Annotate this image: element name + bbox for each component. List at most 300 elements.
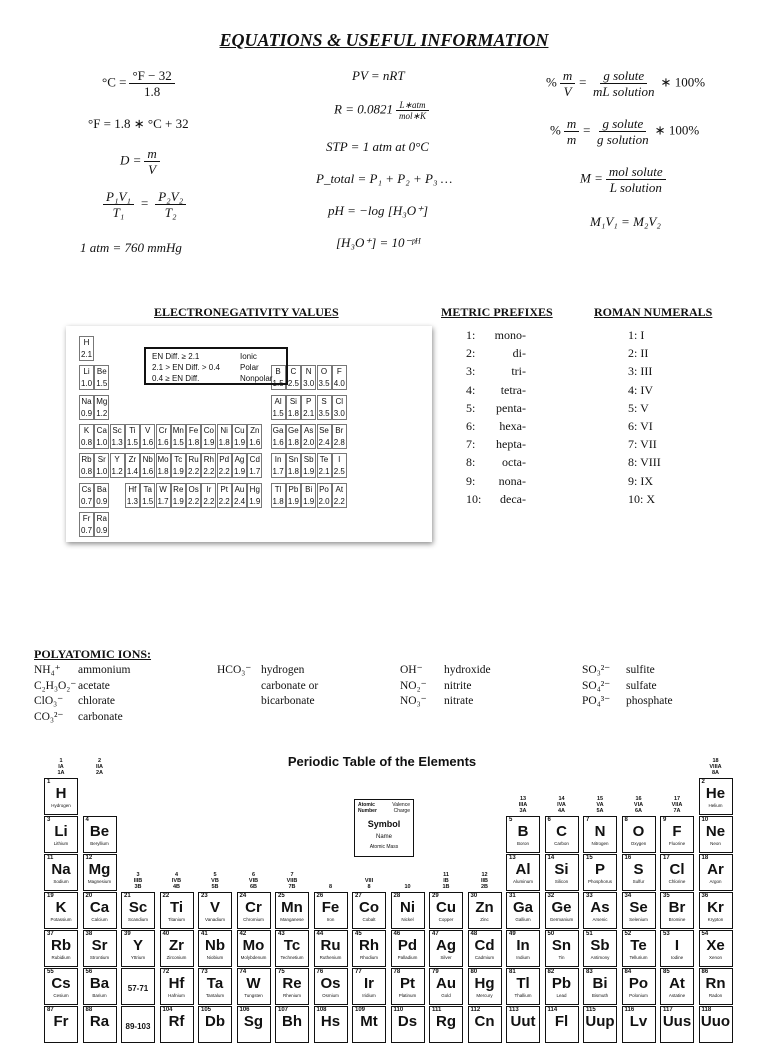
element-symbol: Tl [516, 975, 530, 992]
element-name: Beryllium [90, 841, 109, 846]
prefix-number: 5: [466, 400, 476, 415]
element-se [622, 892, 656, 929]
en-symbol: Mg [96, 396, 108, 406]
group-label [545, 796, 579, 814]
element-te [622, 930, 656, 967]
en-cell-ni [217, 424, 232, 449]
group-label-line: VIIB [286, 878, 298, 884]
en-cell-os [186, 483, 201, 508]
group-label [275, 872, 309, 890]
element-cr [237, 892, 271, 929]
element-number: 48 [470, 931, 478, 937]
mv-solute: g solute [600, 68, 647, 84]
element-number: 88 [85, 1007, 93, 1013]
element-name: Oxygen [630, 841, 647, 846]
en-value: 1.4 [126, 467, 138, 477]
en-value: 1.6 [142, 467, 154, 477]
element-number: 5 [509, 817, 513, 823]
group-label-line: 8 [367, 884, 371, 890]
group-label-line: 7B [288, 884, 296, 890]
ion-formula: SO₃²⁻ [582, 664, 611, 676]
density-numerator: m [144, 146, 159, 162]
mm-tail: ∗ 100% [654, 122, 700, 138]
group-label-line: IVB [171, 878, 182, 884]
element-fe [314, 892, 348, 929]
ph-equation: pH = −log [H₃O⁺] [328, 203, 429, 218]
element-symbol: Bi [592, 975, 608, 992]
element-number: 25 [278, 893, 285, 899]
element-ru [314, 930, 348, 967]
en-cell-cd [247, 453, 262, 478]
group-label-line: 18 [712, 758, 719, 764]
element-name: Molybdenum [240, 955, 267, 960]
element-name: Radon [708, 993, 723, 998]
combined-gas-law: $\frac{\text{P₁V₁}}{\text{T₁}}$ = $\frac{\text{P₂V₂}}{\text{T₂}}$ [100, 189, 189, 220]
mm-m-bottom: m [566, 132, 577, 147]
en-cell-sc [110, 424, 125, 449]
element-name: Potassium [50, 917, 72, 922]
en-symbol: Be [96, 367, 107, 377]
element-kr [699, 892, 733, 929]
element-lv [622, 1006, 656, 1043]
element-number: 84 [624, 969, 632, 975]
en-value: 1.0 [96, 467, 108, 477]
group-label-line: 5A [596, 808, 604, 814]
en-value: 1.5 [272, 408, 284, 418]
element-na [44, 854, 78, 891]
element-re [275, 968, 309, 1005]
element-number: 46 [393, 931, 401, 937]
en-cell-ba [94, 483, 109, 508]
element-uut [506, 1006, 540, 1043]
element-number: 104 [162, 1007, 173, 1013]
en-symbol: Mo [157, 455, 169, 465]
en-symbol: P [306, 396, 312, 406]
ion-column [582, 663, 752, 710]
element-number: 7 [586, 817, 590, 823]
mm-solute: g solute [599, 116, 646, 132]
ion-name: nitrate [444, 695, 474, 707]
element-mn [275, 892, 309, 929]
element-name: Chlorine [668, 879, 686, 884]
element-number: 49 [509, 931, 516, 937]
en-symbol: Bi [305, 484, 313, 494]
element-ni [391, 892, 425, 929]
element-name: Fluorine [668, 841, 686, 846]
element-ba [83, 968, 117, 1005]
element-symbol: Au [436, 975, 456, 992]
element-name: Carbon [554, 841, 569, 846]
mass-volume-percent: % $\frac{m}{V}$ = $\frac{\text{g solute}}{\text{mL solution}}$ ∗ 100% [546, 68, 706, 99]
element-name: Lead [556, 993, 567, 998]
element-number: 26 [316, 893, 324, 899]
group-label-line: VB [211, 878, 219, 884]
element-name: Nitrogen [591, 841, 609, 846]
en-value: 1.9 [172, 496, 184, 506]
element-ti [160, 892, 194, 929]
en-symbol: Ra [96, 513, 107, 523]
prefix-item [466, 362, 526, 380]
legend-rule: 2.1 > EN Diff. > 0.4 [152, 363, 220, 372]
group-label-line: 6 [251, 872, 256, 878]
en-value: 0.8 [80, 437, 93, 447]
en-cell-br [332, 424, 347, 449]
group-label-line: IA [58, 764, 64, 770]
en-value: 2.4 [233, 496, 246, 506]
element-name: Silicon [554, 879, 569, 884]
en-symbol: F [336, 367, 342, 377]
group-label [160, 872, 194, 890]
element-number: 23 [201, 893, 208, 899]
element-symbol: Xe [706, 937, 725, 954]
ion-name: chlorate [78, 695, 116, 707]
en-cell-rh [201, 453, 216, 478]
mm-percent-sign: % [550, 122, 561, 138]
element-number: 47 [432, 931, 439, 937]
element-symbol: Fe [321, 899, 340, 916]
en-value: 1.8 [287, 408, 299, 418]
group-label-line: VIIA [671, 802, 683, 808]
element-name: Platinum [398, 993, 417, 998]
en-symbol: V [145, 425, 151, 435]
en-value: 1.6 [249, 437, 261, 447]
en-cell-ru [186, 453, 201, 478]
en-cell-mg [94, 395, 109, 420]
en-cell-tc [171, 453, 186, 478]
element-number: 14 [547, 855, 555, 861]
en-symbol: Se [319, 425, 329, 435]
group-label [468, 872, 502, 890]
element-symbol: B [517, 823, 529, 840]
element-symbol: Uup [585, 1013, 615, 1030]
element-number: 44 [316, 931, 324, 937]
en-cell-at [332, 483, 347, 508]
element-symbol: Y [132, 937, 143, 954]
element-number: 79 [432, 969, 439, 975]
element-name: Ruthenium [319, 955, 342, 960]
element-symbol: Pt [400, 975, 415, 992]
element-name: Mercury [476, 993, 493, 998]
element-symbol: Lv [629, 1013, 648, 1030]
element-rf [160, 1006, 194, 1043]
element-symbol: S [633, 861, 644, 878]
dalton-law: P_total = P₁ + P₂ + P₃ … [316, 171, 453, 186]
element-symbol: N [594, 823, 606, 840]
element-number: 116 [624, 1007, 635, 1013]
element-number: 56 [85, 969, 93, 975]
en-symbol: At [335, 484, 344, 494]
element-name: Manganese [280, 917, 304, 922]
en-value: 1.6 [272, 437, 284, 447]
ion-formula: NH₄⁺ [34, 664, 61, 676]
en-cell-bi [301, 483, 316, 508]
element-number: 106 [239, 1007, 250, 1013]
en-cell-n [301, 365, 316, 390]
element-symbol: Zn [475, 899, 494, 916]
element-symbol: Sb [590, 937, 610, 954]
en-symbol: Zn [250, 425, 260, 435]
element-sc [121, 892, 155, 929]
element-number: 10 [701, 817, 709, 823]
element-cd [468, 930, 502, 967]
roman-item: 6: VI [628, 418, 653, 433]
en-symbol: Ag [234, 455, 245, 465]
ion-formula: OH⁻ [400, 664, 423, 676]
element-sg [237, 1006, 271, 1043]
element-symbol: Mt [360, 1013, 378, 1030]
group-label-line: 6A [634, 808, 643, 814]
en-cell-zn [247, 424, 262, 449]
element-number: 51 [586, 931, 593, 937]
group-label-line: 10 [404, 884, 411, 890]
en-symbol: Pd [219, 455, 230, 465]
group-label-line: 11 [443, 872, 449, 878]
element-i [660, 930, 694, 967]
en-symbol: H [83, 338, 90, 347]
polyatomic-ions-heading: POLYATOMIC IONS: [34, 647, 152, 661]
element-symbol: Uus [662, 1013, 692, 1030]
en-symbol: Rh [203, 455, 214, 465]
en-symbol: O [320, 367, 328, 377]
roman-item: 8: VIII [628, 455, 661, 470]
element-number: 33 [586, 893, 593, 899]
prefix-item [466, 399, 526, 417]
roman-item: 7: VII [628, 437, 657, 452]
element-hs [314, 1006, 348, 1043]
element-po [622, 968, 656, 1005]
ion-entry [34, 710, 204, 726]
element-number: 20 [85, 893, 93, 899]
element-symbol: I [674, 937, 680, 954]
en-cell-w [156, 483, 171, 508]
element-symbol: Mn [281, 899, 303, 916]
element-in [506, 930, 540, 967]
element-name: Tin [558, 955, 565, 960]
p1v1-denominator: T₁ [112, 205, 125, 220]
molarity-equation [580, 164, 669, 195]
element-number: 29 [432, 893, 439, 899]
group-label [660, 796, 694, 814]
en-symbol: Ni [220, 425, 228, 435]
element-number: 82 [547, 969, 555, 975]
en-value: 1.9 [303, 496, 315, 506]
roman-item: 4: IV [628, 382, 653, 397]
en-symbol: Tc [174, 455, 183, 465]
element-name: Tellurium [629, 955, 648, 960]
ion-name: carbonate [78, 710, 123, 723]
ion-name: carbonate or [261, 679, 319, 692]
element-symbol: Zr [169, 937, 184, 954]
element-name: Palladium [397, 955, 418, 960]
periodic-table-title: Periodic Table of the Elements [287, 754, 477, 769]
element-name: Calcium [91, 917, 108, 922]
group-label-line: VIII [364, 878, 374, 884]
element-uus [660, 1006, 694, 1043]
element-number: 37 [47, 931, 54, 937]
element-number: 52 [624, 931, 632, 937]
en-value: 1.9 [203, 437, 215, 447]
element-name: Argon [709, 879, 722, 884]
ion-name: phosphate [626, 695, 673, 707]
element-symbol: Rn [705, 975, 726, 992]
en-symbol: In [274, 455, 282, 465]
element-name: Technetium [280, 955, 304, 960]
element-symbol: Cs [51, 975, 71, 992]
element-name: Thallium [514, 993, 532, 998]
mv-tail: ∗ 100% [660, 74, 706, 90]
en-symbol: B [275, 367, 281, 377]
element-name: Neon [710, 841, 721, 846]
element-number: 55 [47, 969, 54, 975]
periodic-table [34, 742, 731, 1031]
element-ca [83, 892, 117, 929]
element-symbol: Os [320, 975, 341, 992]
element-number: 36 [701, 893, 709, 899]
en-symbol: Nb [142, 455, 153, 465]
en-value: 1.9 [233, 437, 246, 447]
element-symbol: Si [554, 861, 569, 878]
group-label [699, 758, 733, 776]
element-k [44, 892, 78, 929]
element-symbol: Rg [436, 1013, 456, 1030]
en-cell-pt [217, 483, 232, 508]
element-zn [468, 892, 502, 929]
element-uuo [699, 1006, 733, 1043]
element-symbol: Ar [707, 861, 724, 878]
element-name: Krypton [707, 917, 724, 922]
element-symbol: C [556, 823, 567, 840]
element-number: 112 [470, 1007, 481, 1013]
element-number: 87 [47, 1007, 54, 1013]
group-label-line: 5 [213, 872, 217, 878]
en-value: 1.5 [96, 379, 108, 389]
element-symbol: Po [628, 975, 649, 992]
en-symbol: Fe [188, 425, 199, 435]
element-number: 113 [509, 1007, 519, 1013]
element-symbol: Pd [397, 937, 418, 954]
prefix-number: 10: [466, 491, 482, 506]
en-value: 2.5 [287, 379, 299, 389]
roman-numerals-list [628, 326, 708, 508]
en-cell-cs [79, 483, 94, 508]
element-symbol: Li [54, 823, 68, 840]
en-cell-cl [332, 395, 347, 420]
en-value: 2.2 [218, 467, 230, 477]
ion-formula: PO₄³⁻ [582, 695, 611, 707]
p1v1-numerator: P₁V₁ [103, 189, 134, 205]
element-number: 4 [85, 817, 89, 823]
element-name: Hydrogen [51, 803, 71, 808]
element-number: 39 [124, 931, 131, 937]
element-name: Indium [516, 955, 530, 960]
element-cl [660, 854, 694, 891]
roman-item: 9: IX [628, 473, 653, 488]
element-symbol: Cl [669, 861, 685, 878]
element-symbol: 89-103 [125, 1022, 151, 1031]
element-y [121, 930, 155, 967]
en-symbol: Tl [274, 484, 282, 494]
prefix-name: nona- [498, 473, 526, 488]
en-cell-au [232, 483, 247, 508]
stp-definition: STP = 1 atm at 0°C [326, 139, 429, 154]
celsius-numerator: °F − 32 [129, 68, 174, 84]
en-symbol: I [338, 455, 341, 465]
page-title: EQUATIONS & USEFUL INFORMATION [219, 30, 549, 50]
en-value: 1.8 [157, 467, 169, 477]
element-number: 34 [624, 893, 632, 899]
group-label-line: VIB [248, 878, 259, 884]
element-mt [352, 1006, 386, 1043]
element-symbol: Cn [474, 1013, 495, 1030]
prefix-name: di- [512, 346, 526, 361]
element-number: 54 [701, 931, 709, 937]
element-symbol: Se [629, 899, 648, 916]
element-number: 50 [547, 931, 555, 937]
en-cell-na [79, 395, 94, 420]
en-cell-p [301, 395, 316, 420]
element-name: Hafnium [168, 993, 185, 998]
group-label-line: IIIA [518, 802, 528, 808]
en-value: 1.2 [111, 467, 123, 477]
group-label-line: 6B [249, 884, 258, 890]
en-symbol: As [304, 425, 314, 435]
en-symbol: Sc [112, 425, 122, 435]
element-name: Phosphorus [587, 879, 613, 884]
element-symbol: W [246, 975, 261, 992]
element-symbol: Ta [206, 975, 224, 992]
en-symbol: Ti [129, 425, 136, 435]
element-ge [545, 892, 579, 929]
element-ir [352, 968, 386, 1005]
element-rb [44, 930, 78, 967]
en-cell-se [317, 424, 332, 449]
element-p [583, 854, 617, 891]
element-nb [198, 930, 232, 967]
ideal-gas-law: PV = nRT [352, 68, 405, 83]
key-label: Atomic [358, 802, 375, 808]
en-value: 1.6 [142, 437, 154, 447]
en-cell-c [286, 365, 301, 390]
element-name: Iron [326, 917, 335, 922]
element-w [237, 968, 271, 1005]
polyatomic-ions-list [34, 663, 734, 733]
en-cell-ir [201, 483, 216, 508]
en-cell-nb [140, 453, 155, 478]
mv-v: V [563, 84, 572, 99]
element-number: 76 [316, 969, 324, 975]
element-f [660, 816, 694, 853]
en-cell-f [332, 365, 347, 390]
prefix-number: 1: [466, 328, 476, 342]
en-symbol: Ca [96, 425, 107, 435]
en-value: 1.0 [80, 379, 93, 389]
ion-formula: HCO₃⁻ [217, 664, 252, 676]
group-label-line: 3B [134, 884, 142, 890]
mv-m: m [560, 68, 575, 84]
element-o [622, 816, 656, 853]
ion-entry [582, 663, 752, 679]
element-name: Bismuth [591, 993, 609, 998]
en-value: 1.8 [188, 437, 200, 447]
metric-prefixes-list [466, 326, 526, 508]
p2v2-numerator: P₂V₂ [155, 189, 186, 205]
ion-entry [400, 694, 570, 710]
en-cell-in [271, 453, 286, 478]
element-key [354, 799, 414, 857]
element-name: Zirconium [166, 955, 187, 960]
element-rg [429, 1006, 463, 1043]
element-symbol: Ge [551, 899, 572, 916]
